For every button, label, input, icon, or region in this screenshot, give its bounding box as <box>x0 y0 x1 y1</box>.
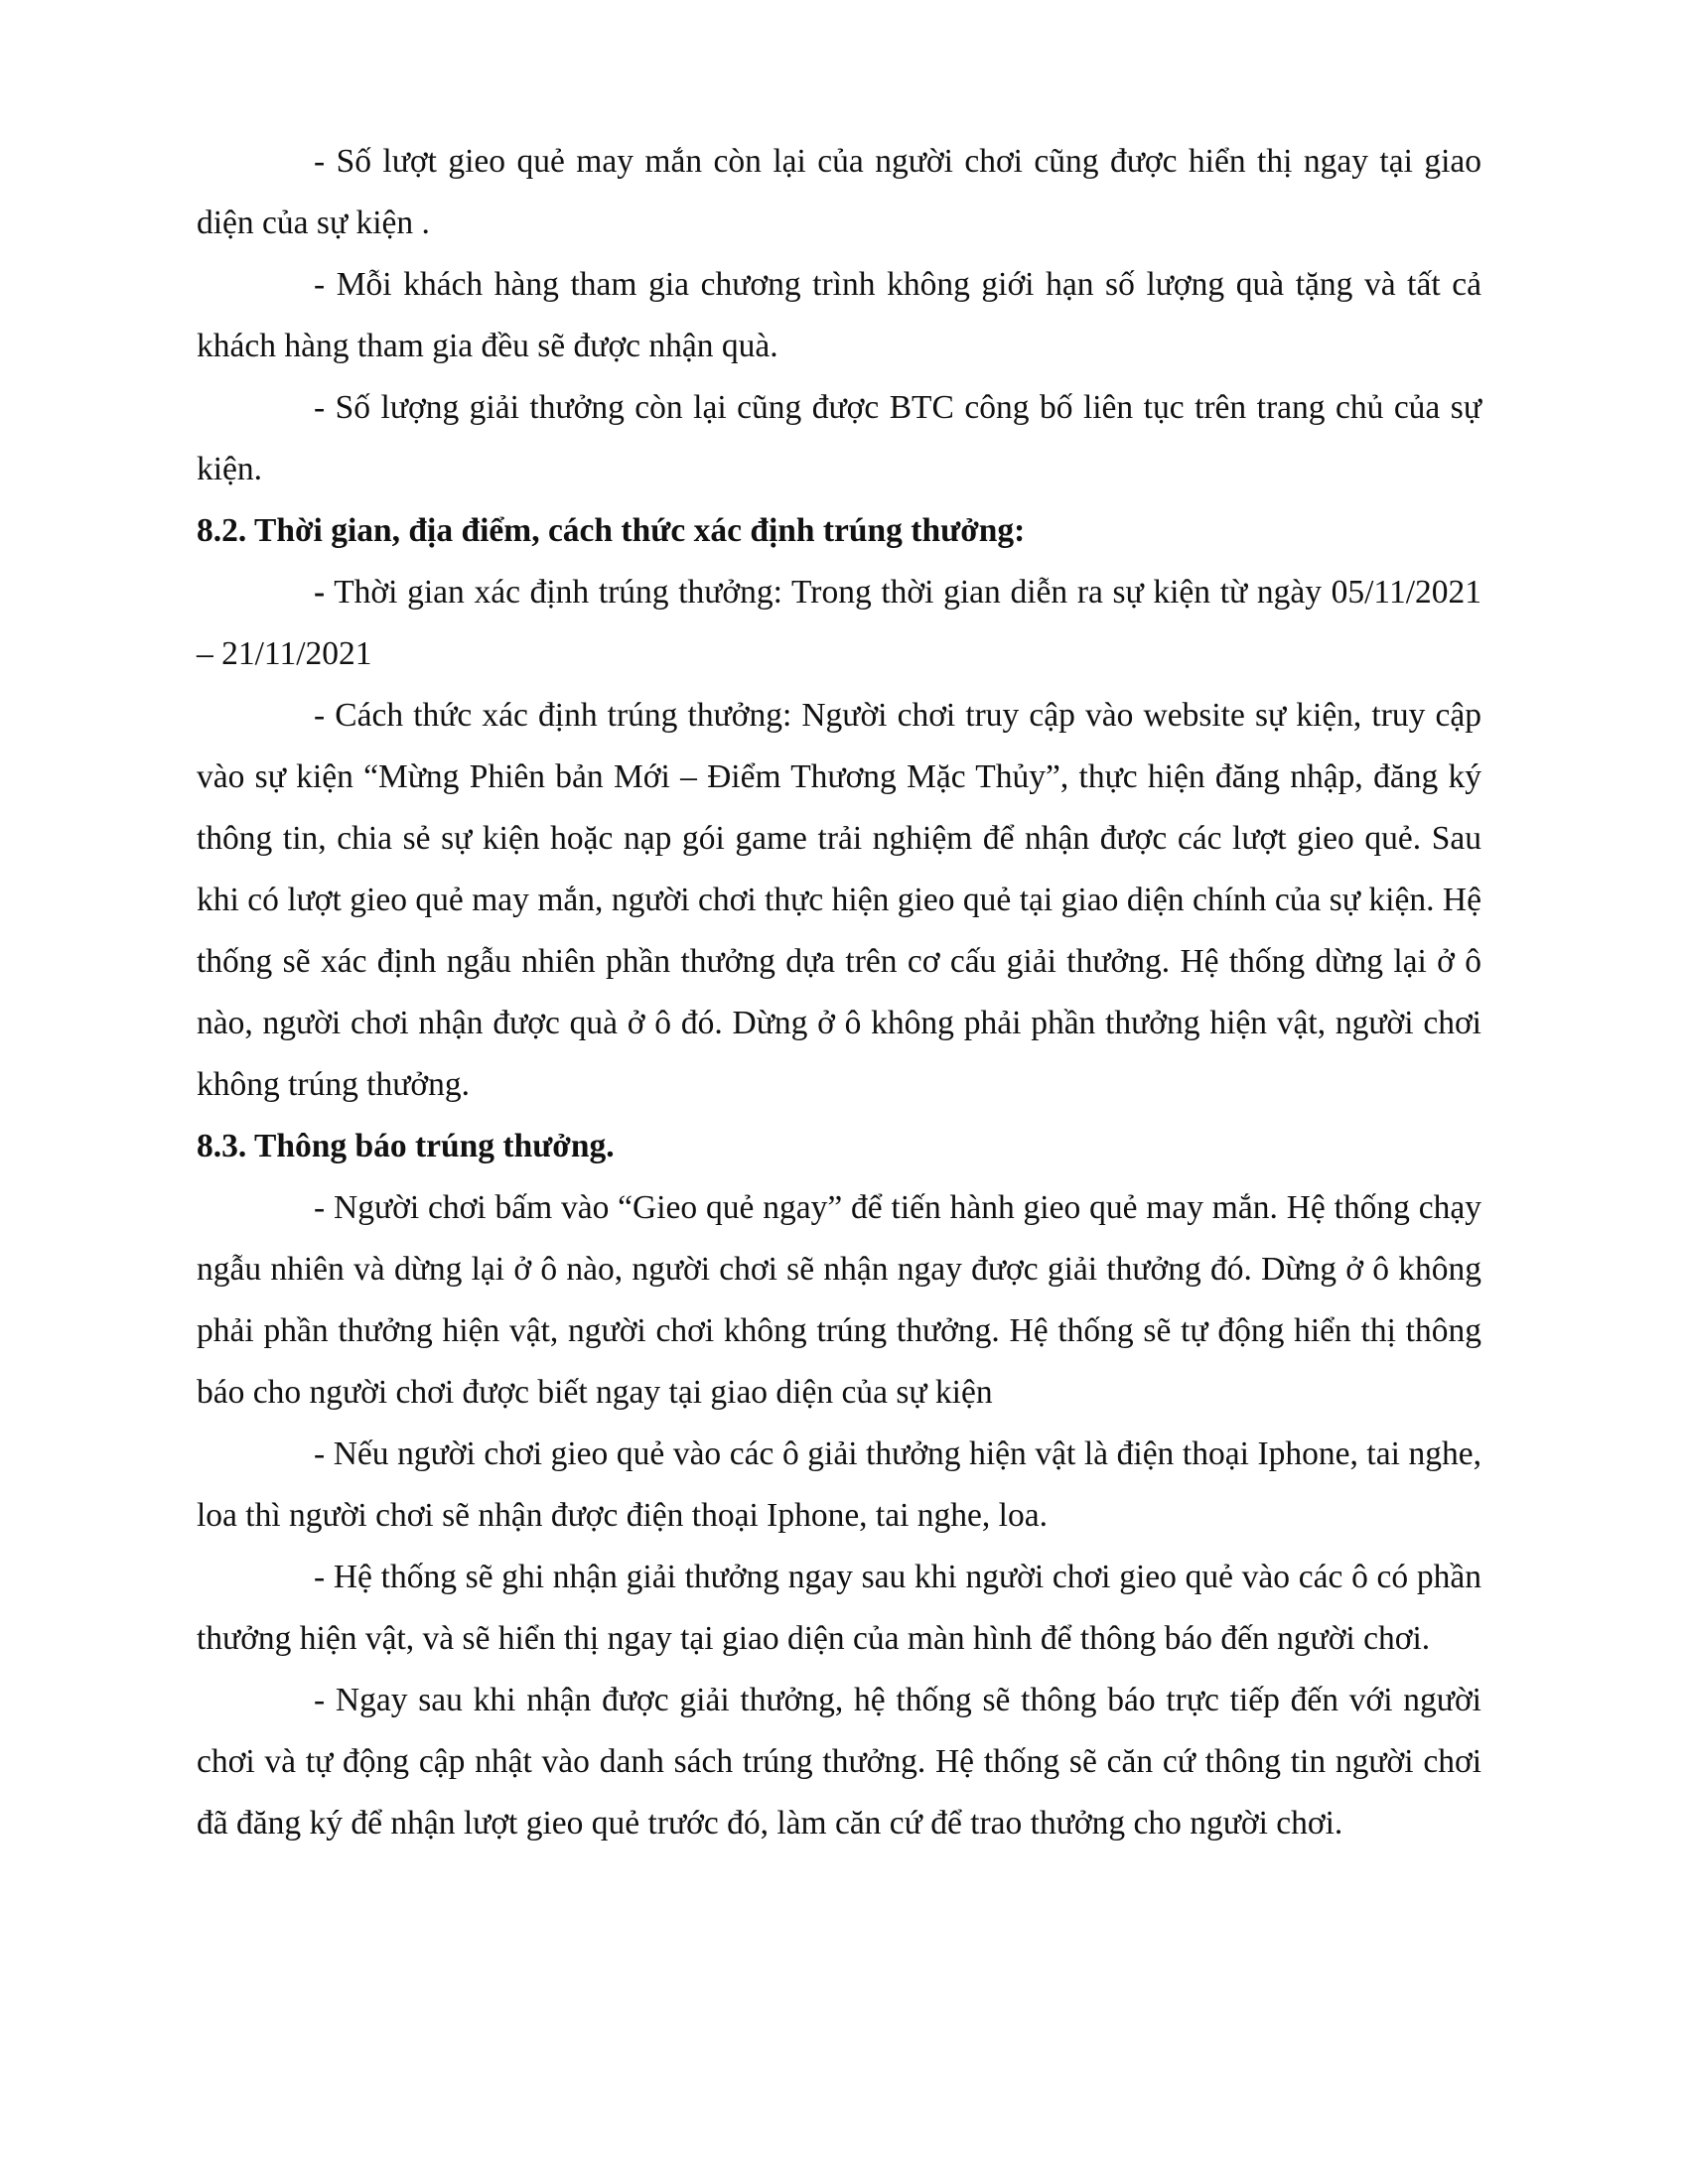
document-page <box>197 131 1481 1854</box>
paragraph-prize-notification: - Ngay sau khi nhận được giải thưởng, hệ thống sẽ thông báo trực tiếp đến với người chơi và tự động cập nhật vào danh sách trúng thưởng. Hệ thống sẽ căn cứ thông tin người chơi đã đăng ký để nhận lượt gieo quẻ trước đó, làm căn cứ để trao thưởng cho người chơi. <box>197 1682 1481 1842</box>
heading-8-3: 8.3. Thông báo trúng thưởng. <box>197 1128 615 1164</box>
heading-8-2: 8.2. Thời gian, địa điểm, cách thức xác định trúng thưởng: <box>197 512 1026 549</box>
paragraph-physical-prizes: - Nếu người chơi gieo quẻ vào các ô giải thưởng hiện vật là điện thoại Iphone, tai nghe, loa thì người chơi sẽ nhận được điện thoại Iphone, tai nghe, loa. <box>197 1435 1481 1534</box>
paragraph-prize-recording: - Hệ thống sẽ ghi nhận giải thưởng ngay sau khi người chơi gieo quẻ vào các ô có phần thưởng hiện vật, và sẽ hiển thị ngay tại giao diện của màn hình để thông báo đến người chơi. <box>197 1559 1481 1657</box>
paragraph-gieo-que-ngay: - Người chơi bấm vào “Gieo quẻ ngay” để tiến hành gieo quẻ may mắn. Hệ thống chạy ngẫu nhiên và dừng lại ở ô nào, người chơi sẽ nhận ngay được giải thưởng đó. Dừng ở ô không phải phần thưởng hiện vật, người chơi không trúng thưởng. Hệ thống sẽ tự động hiển thị thông báo cho người chơi được biết ngay tại giao diện của sự kiện <box>197 1189 1481 1411</box>
paragraph-determination-method: - Cách thức xác định trúng thưởng: Người chơi truy cập vào website sự kiện, truy cập vào sự kiện “Mừng Phiên bản Mới – Điểm Thương Mặc Thủy”, thực hiện đăng nhập, đăng ký thông tin, chia sẻ sự kiện hoặc nạp gói game trải nghiệm để nhận được các lượt gieo quẻ. Sau khi có lượt gieo quẻ may mắn, người chơi thực hiện gieo quẻ tại giao diện chính của sự kiện. Hệ thống sẽ xác định ngẫu nhiên phần thưởng dựa trên cơ cấu giải thưởng. Hệ thống dừng lại ở ô nào, người chơi nhận được quà ở ô đó. Dừng ở ô không phải phần thưởng hiện vật, người chơi không trúng thưởng. <box>197 697 1481 1103</box>
paragraph-remaining-prizes: - Số lượng giải thưởng còn lại cũng được BTC công bố liên tục trên trang chủ của sự kiện. <box>197 389 1481 487</box>
bold-dash: - <box>314 574 326 611</box>
paragraph-remaining-turns: - Số lượt gieo quẻ may mắn còn lại của người chơi cũng được hiển thị ngay tại giao diện của sự kiện . <box>197 143 1481 241</box>
paragraph-unlimited-gifts: - Mỗi khách hàng tham gia chương trình không giới hạn số lượng quà tặng và tất cả khách hàng tham gia đều sẽ được nhận quà. <box>197 266 1481 364</box>
paragraph-determination-time <box>197 562 1481 685</box>
determination-time-text: Thời gian xác định trúng thưởng: Trong thời gian diễn ra sự kiện từ ngày 05/11/2021 – 21/11/2021 <box>197 574 1481 672</box>
